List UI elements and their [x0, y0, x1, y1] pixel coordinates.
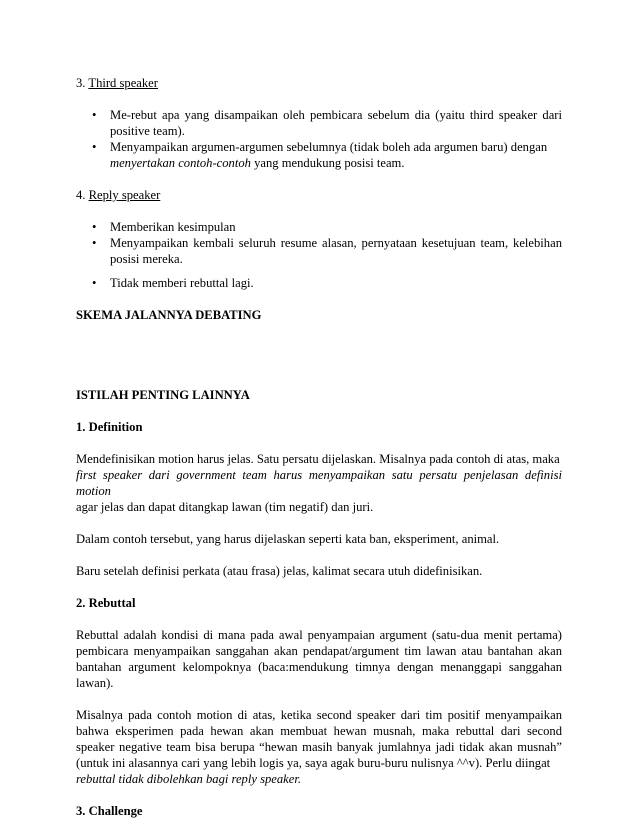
- section-number: 4.: [76, 188, 89, 202]
- reply-speaker-list-cont: [76, 275, 562, 291]
- section-title: Third speaker: [88, 76, 158, 90]
- section-third-speaker-heading: [76, 75, 562, 91]
- definition-paragraph-3: Baru setelah definisi perkata (atau frasa) jelas, kalimat secara utuh didefinisikan.: [76, 564, 483, 578]
- section-reply-speaker-heading: [76, 187, 562, 203]
- section-title: Reply speaker: [88, 188, 161, 202]
- list-item: • Menyampaikan argumen-argumen sebelumnya (tidak boleh ada argumen baru) dengan menyertakan contoh-contoh yang mendukung posisi team.: [76, 139, 562, 171]
- list-item: • Menyampaikan kembali seluruh resume alasan, pernyataan kesetujuan team, kelebihan posisi mereka.: [76, 235, 562, 267]
- rebuttal-paragraph-1: Rebuttal adalah kondisi di mana pada awal penyampaian argument (satu-dua menit pertama) pembicara menyampaikan sanggahan akan pendapat/argument tim lawan atau bantahan akan bantahan argument kelompoknya (baca:mendukung timnya dengan menanggapi sanggahan lawan).: [76, 628, 562, 690]
- skema-heading: SKEMA JALANNYA DEBATING: [76, 308, 262, 322]
- definition-paragraph-1: Mendefinisikan motion harus jelas. Satu persatu dijelaskan. Misalnya pada contoh di atas, maka first speaker dari government team harus menyampaikan satu persatu penjelasan definisi motion agar jelas dan dapat ditangkap lawan (tim negatif) dan juri.: [76, 452, 562, 514]
- list-item: • Memberikan kesimpulan: [76, 219, 562, 235]
- definition-paragraph-2: Dalam contoh tersebut, yang harus dijelaskan seperti kata ban, eksperiment, animal.: [76, 532, 500, 546]
- list-item: • Me-rebut apa yang disampaikan oleh pembicara sebelum dia (yaitu third speaker dari positive team).: [76, 107, 562, 139]
- challenge-heading: 3. Challenge: [76, 804, 143, 818]
- third-speaker-list: [76, 107, 562, 171]
- section-number: 3.: [76, 76, 89, 90]
- list-item: • Tidak memberi rebuttal lagi.: [76, 275, 562, 291]
- definition-heading: 1. Definition: [76, 420, 143, 434]
- rebuttal-paragraph-2: Misalnya pada contoh motion di atas, ketika second speaker dari tim positif menyampaikan bahwa eksperimen pada hewan akan membuat hewan musnah, maka rebuttal dari second speaker negative team bisa berupa “hewan masih banyak jumlahnya jadi tidak akan musnah” (untuk ini alasannya cari yang lebih logis ya, saya agak buru-buru nulisnya ^^v). Perlu diingat rebuttal tidak dibolehkan bagi reply speaker.: [76, 708, 562, 786]
- istilah-heading: ISTILAH PENTING LAINNYA: [76, 388, 250, 402]
- reply-speaker-list: [76, 219, 562, 267]
- rebuttal-heading: 2. Rebuttal: [76, 596, 136, 610]
